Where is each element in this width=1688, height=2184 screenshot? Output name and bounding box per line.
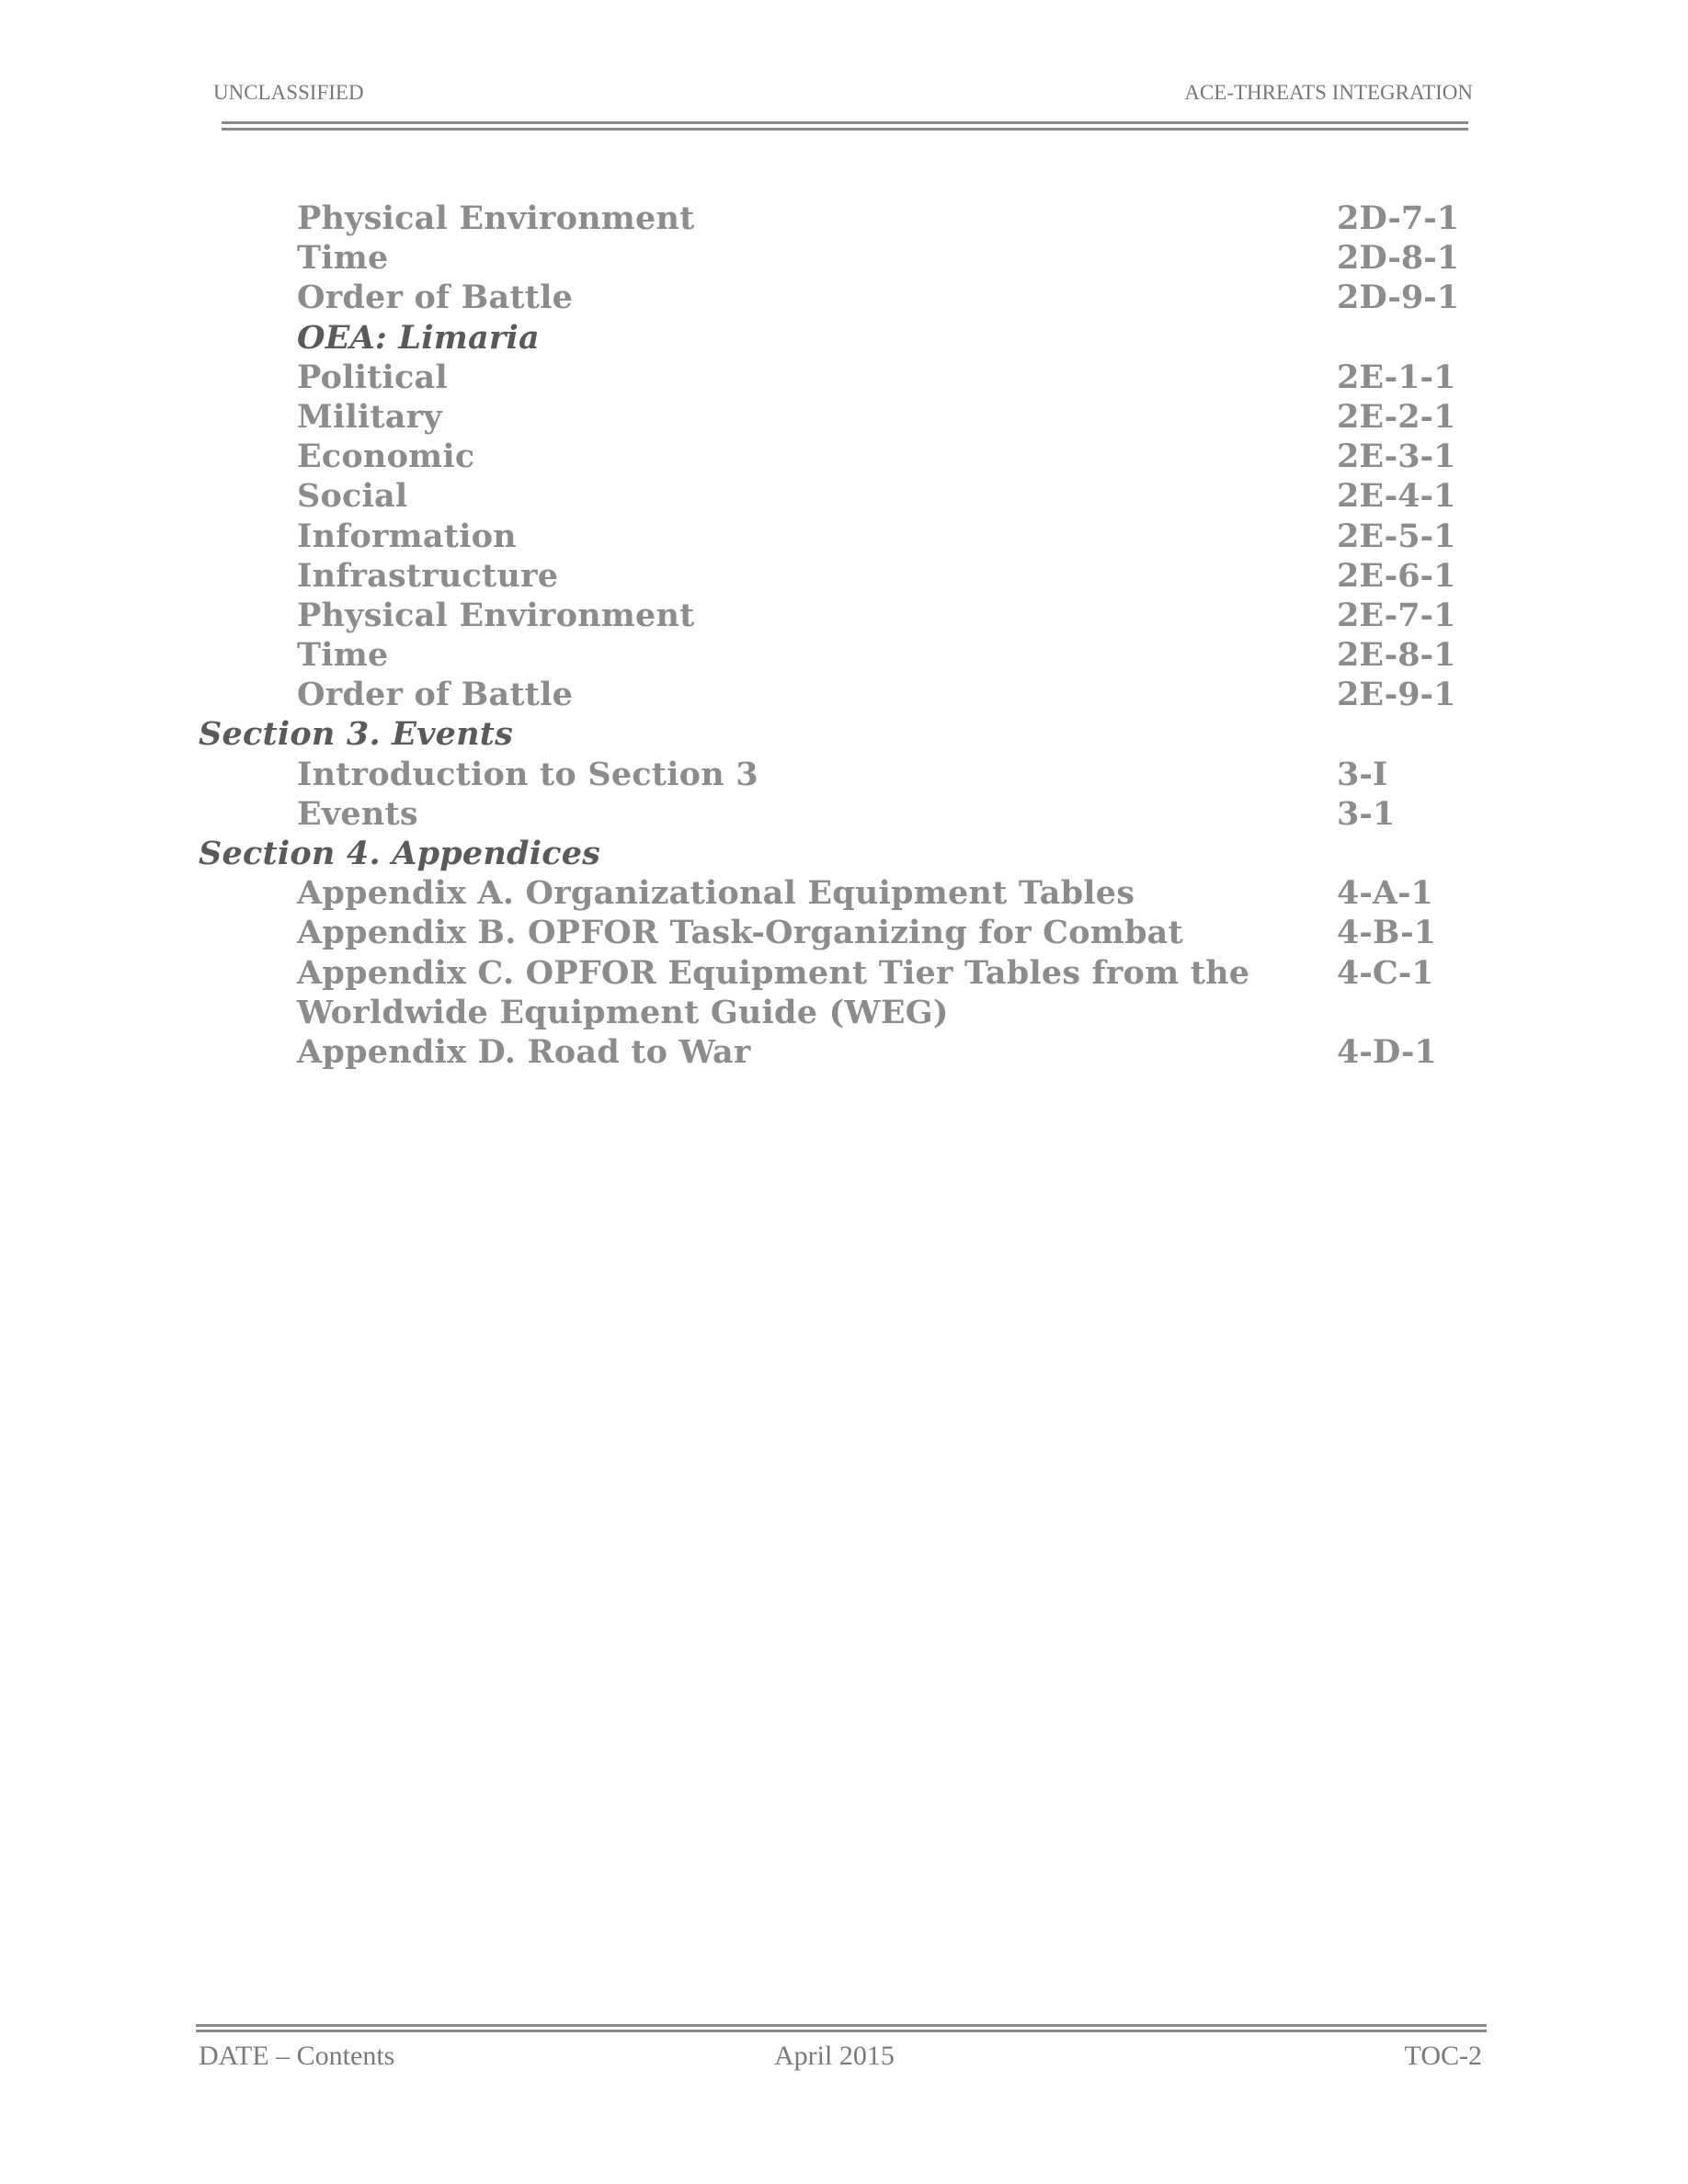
toc-entry-title: Military xyxy=(297,397,442,436)
toc-entry-page: 2E-2-1 xyxy=(1337,397,1456,436)
classification-label: UNCLASSIFIED xyxy=(213,81,364,104)
toc-entry-page: 4-C-1 xyxy=(1337,953,1434,992)
toc-entry-page: 2E-5-1 xyxy=(1337,517,1456,555)
toc-entry-page: 2D-9-1 xyxy=(1337,279,1460,317)
toc-entry-page: 4-D-1 xyxy=(1337,1032,1437,1071)
toc-entry-title: Time xyxy=(297,239,389,278)
toc-entry xyxy=(0,993,1688,1032)
toc-entry-title: Physical Environment xyxy=(297,199,695,237)
toc-entry-title: Order of Battle xyxy=(297,279,574,317)
footer-rule xyxy=(196,2024,1487,2032)
toc-entry xyxy=(0,238,1688,278)
toc-entry xyxy=(0,358,1688,397)
document-title: ACE-THREATS INTEGRATION xyxy=(1184,81,1473,104)
toc-entry xyxy=(0,556,1688,596)
toc-entry-title: Order of Battle xyxy=(297,676,574,714)
toc-section-heading xyxy=(0,834,1688,873)
toc-entry-page: 2E-8-1 xyxy=(1337,636,1456,675)
toc-entry-title: Political xyxy=(297,358,448,396)
toc-entry xyxy=(0,953,1688,993)
toc-entry-title: Social xyxy=(297,477,408,516)
toc-entry xyxy=(0,517,1688,556)
toc-entry xyxy=(0,913,1688,952)
toc-section-heading xyxy=(0,714,1688,754)
toc-entry xyxy=(0,476,1688,516)
toc-entry-title: Events xyxy=(297,794,418,833)
toc-entry xyxy=(0,596,1688,635)
toc-entry-page: 2E-7-1 xyxy=(1337,596,1456,634)
toc-entry xyxy=(0,635,1688,675)
toc-entry-page: 2D-8-1 xyxy=(1337,239,1460,278)
toc-entry xyxy=(0,675,1688,714)
toc-entry-page: 4-A-1 xyxy=(1337,874,1433,913)
toc-entry-title: Infrastructure xyxy=(297,556,559,595)
toc-entry-page: 2E-9-1 xyxy=(1337,676,1456,714)
toc-entry-page: 3-I xyxy=(1337,755,1388,793)
toc-entry-title: Economic xyxy=(297,438,475,476)
toc-entry-page: 3-1 xyxy=(1337,794,1396,833)
footer-publication-date: April 2015 xyxy=(774,2041,895,2071)
toc-entry-page: 2E-1-1 xyxy=(1337,358,1456,396)
toc-entry xyxy=(0,873,1688,913)
toc-entry-title: Section 4. Appendices xyxy=(199,835,601,872)
footer-date-contents: DATE – Contents xyxy=(199,2041,395,2071)
toc-entry xyxy=(0,794,1688,834)
table-of-contents xyxy=(0,199,1688,1072)
toc-entry-page: 4-B-1 xyxy=(1337,914,1436,952)
toc-entry-title: Appendix C. OPFOR Equipment Tier Tables from the xyxy=(297,953,1250,992)
toc-entry-title: Appendix A. Organizational Equipment Tables xyxy=(297,874,1135,913)
toc-subheading xyxy=(0,318,1688,358)
toc-entry xyxy=(0,397,1688,437)
toc-entry-title: Appendix D. Road to War xyxy=(297,1032,751,1071)
toc-entry-title: Worldwide Equipment Guide (WEG) xyxy=(297,993,949,1031)
footer-page-number: TOC-2 xyxy=(1404,2041,1482,2071)
toc-entry xyxy=(0,1032,1688,1072)
toc-entry-title: Appendix B. OPFOR Task-Organizing for Combat xyxy=(297,914,1183,952)
toc-entry-title: Physical Environment xyxy=(297,596,695,634)
toc-entry-title: Time xyxy=(297,636,389,675)
toc-entry-title: Section 3. Events xyxy=(199,715,514,754)
toc-entry xyxy=(0,437,1688,476)
page-footer xyxy=(199,2041,1482,2077)
toc-entry-title: OEA: Limaria xyxy=(297,318,540,357)
toc-entry xyxy=(0,199,1688,238)
toc-entry-title: Introduction to Section 3 xyxy=(297,755,758,793)
toc-entry-page: 2D-7-1 xyxy=(1337,199,1460,237)
toc-entry-page: 2E-4-1 xyxy=(1337,477,1456,516)
toc-entry-title: Information xyxy=(297,517,517,555)
toc-entry-page: 2E-6-1 xyxy=(1337,556,1456,595)
toc-entry xyxy=(0,278,1688,317)
toc-entry-page: 2E-3-1 xyxy=(1337,438,1456,476)
header-rule xyxy=(222,121,1468,131)
toc-entry xyxy=(0,755,1688,794)
page-header xyxy=(213,81,1473,112)
